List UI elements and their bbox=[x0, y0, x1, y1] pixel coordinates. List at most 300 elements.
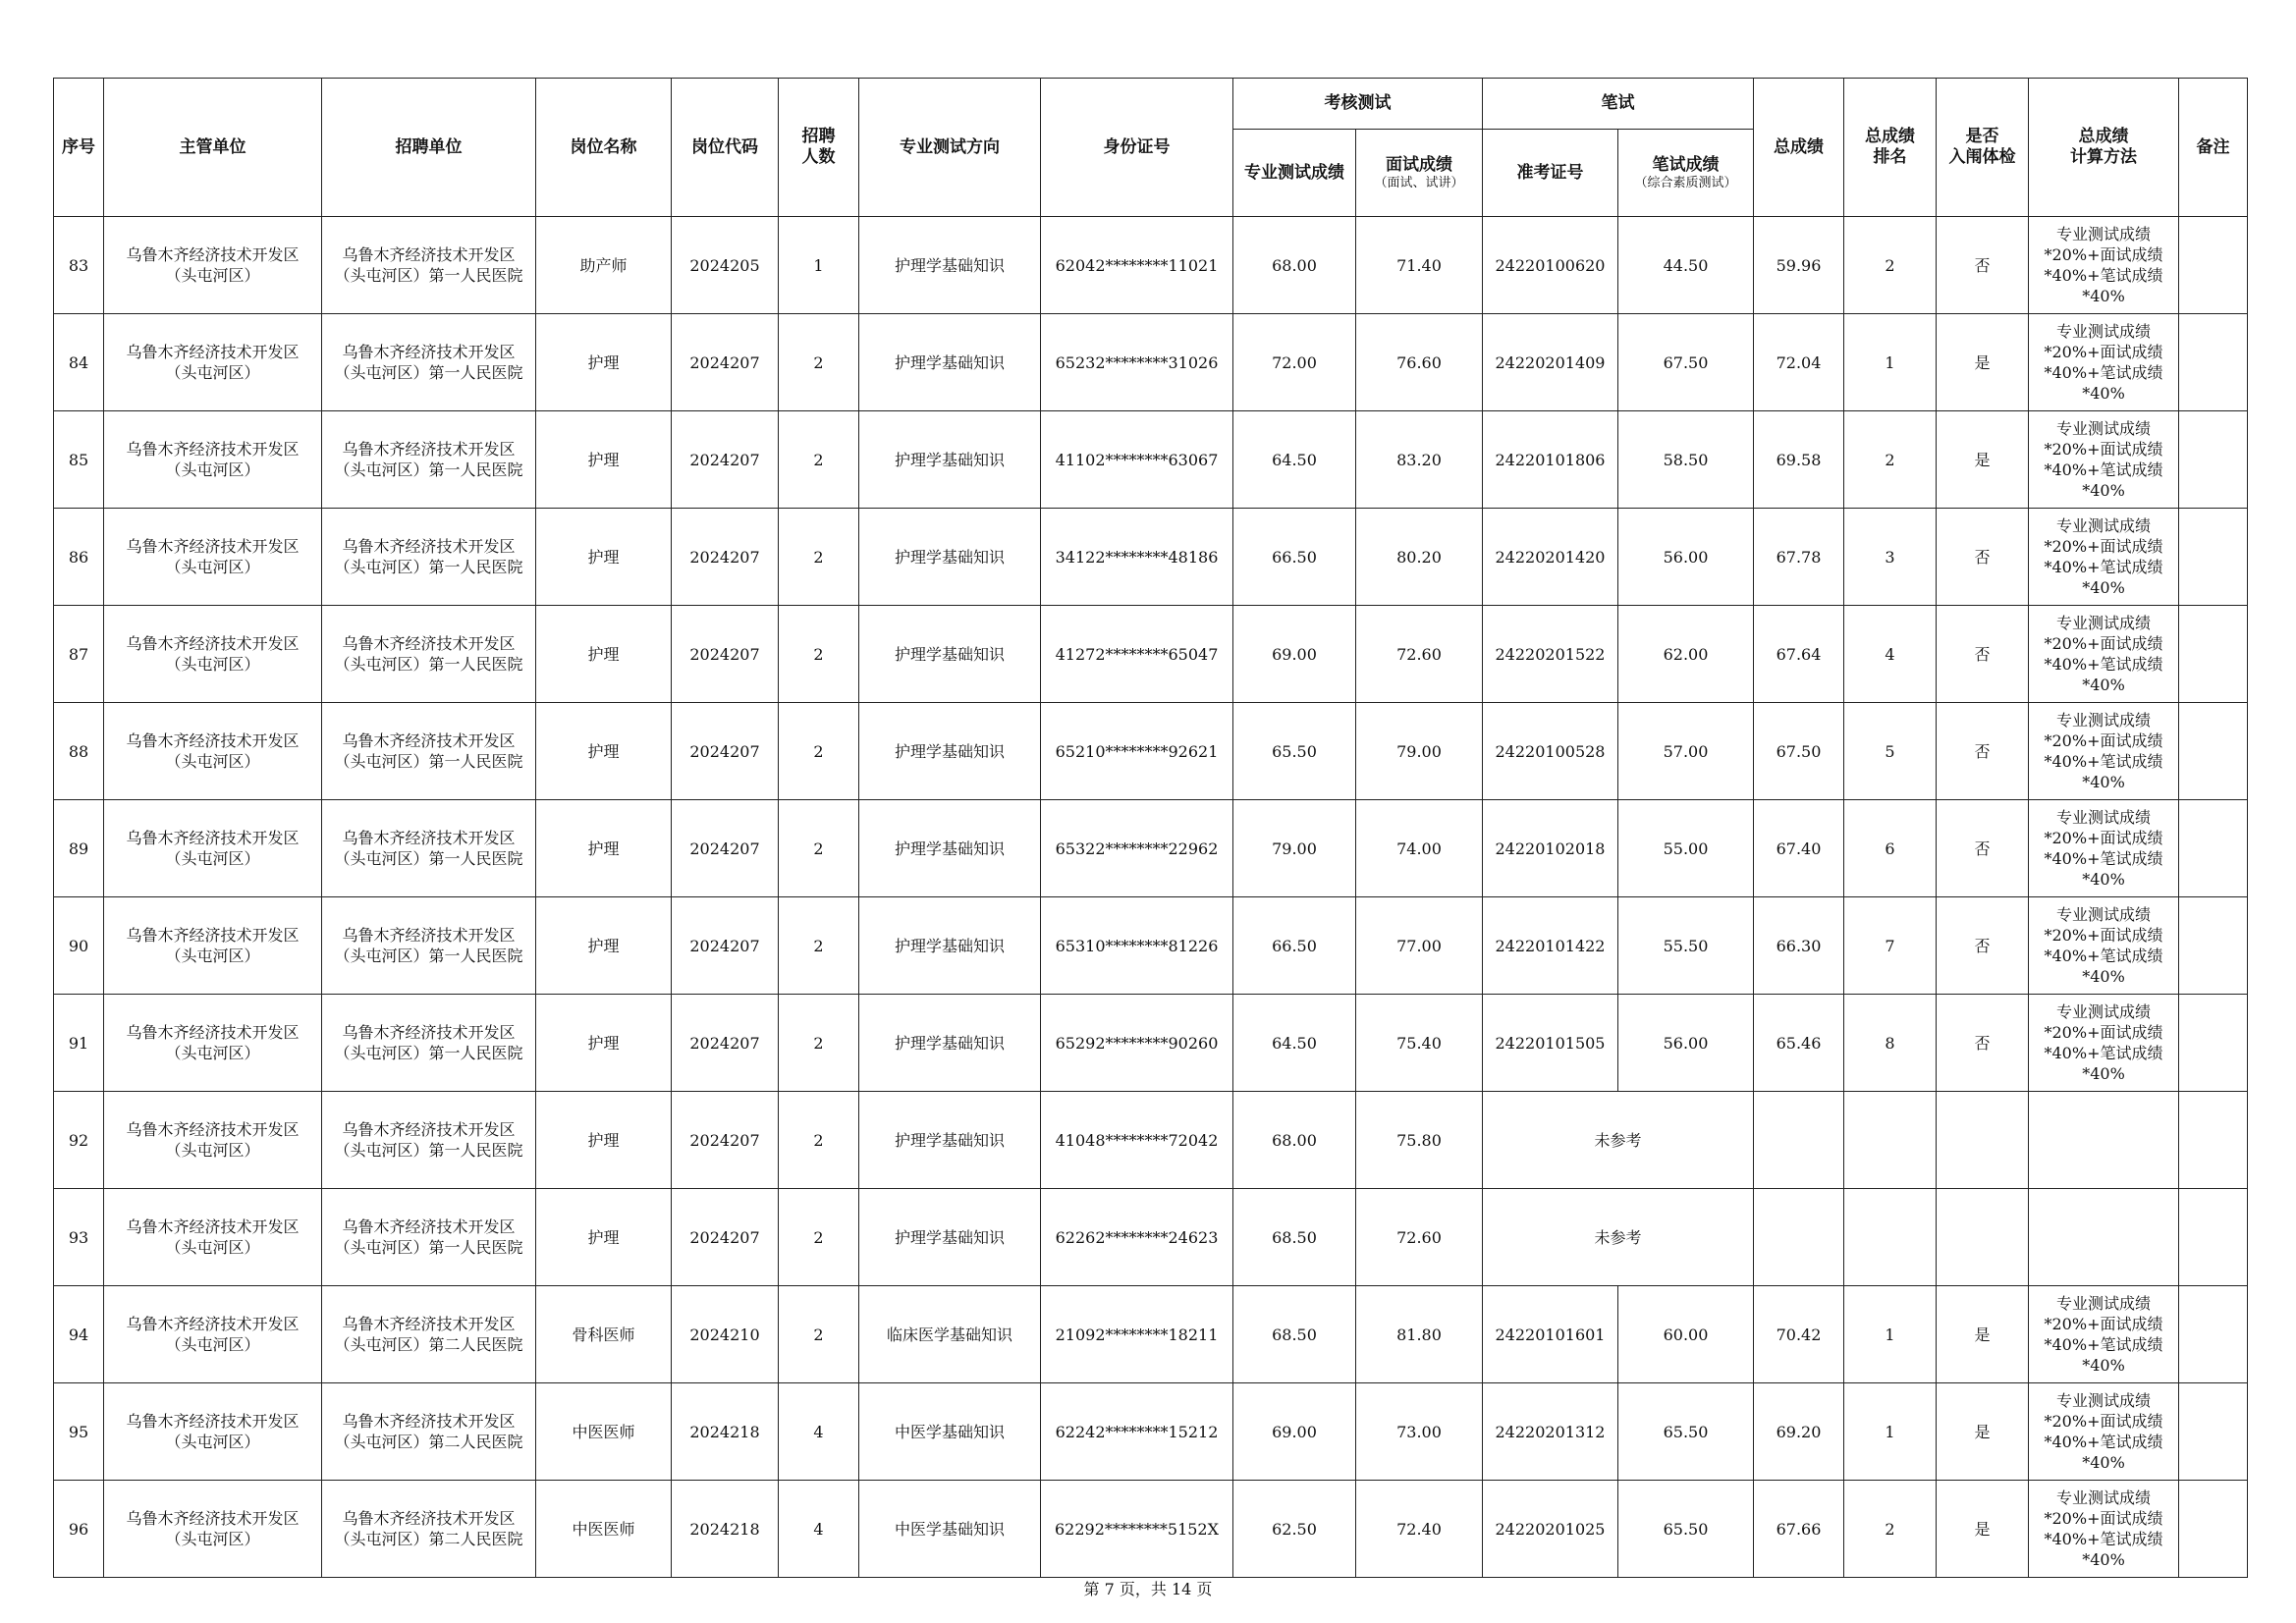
row-ticket-number: 24220201409 bbox=[1483, 314, 1618, 411]
row-employer-line1: 乌鲁木齐经济技术开发区 bbox=[342, 731, 516, 750]
row-seq: 86 bbox=[54, 509, 104, 606]
row-supervisor-line2: （头屯河区） bbox=[165, 1530, 260, 1548]
row-written-score: 60.00 bbox=[1618, 1286, 1754, 1383]
row-total-rank: 4 bbox=[1844, 606, 1937, 703]
row-pro-test-score: 69.00 bbox=[1233, 606, 1356, 703]
row-post-name: 护理 bbox=[536, 995, 672, 1092]
header-test-direction: 专业测试方向 bbox=[859, 79, 1041, 217]
row-calc-method-line3: *40%+笔试成绩 bbox=[2044, 460, 2163, 479]
row-test-direction: 护理学基础知识 bbox=[859, 1092, 1041, 1189]
row-supervisor bbox=[104, 995, 322, 1092]
row-post-name: 护理 bbox=[536, 1092, 672, 1189]
row-employer-line2: （头屯河区）第一人民医院 bbox=[334, 1238, 523, 1257]
row-pro-test-score: 68.50 bbox=[1233, 1189, 1356, 1286]
row-remarks bbox=[2179, 1092, 2248, 1189]
row-employer-line2: （头屯河区）第一人民医院 bbox=[334, 849, 523, 868]
row-total-score: 67.64 bbox=[1754, 606, 1844, 703]
row-supervisor-line1: 乌鲁木齐经济技术开发区 bbox=[126, 440, 300, 459]
header-hire-count bbox=[779, 79, 859, 217]
row-calc-method-line3: *40%+笔试成绩 bbox=[2044, 849, 2163, 868]
table-row bbox=[54, 1189, 2248, 1286]
row-ticket-number: 24220100528 bbox=[1483, 703, 1618, 800]
row-calc-method-line2: *20%+面试成绩 bbox=[2044, 731, 2163, 750]
row-employer-line2: （头屯河区）第一人民医院 bbox=[334, 1141, 523, 1160]
row-supervisor bbox=[104, 1092, 322, 1189]
row-total-rank: 1 bbox=[1844, 314, 1937, 411]
row-post-name: 护理 bbox=[536, 703, 672, 800]
header-calc-method bbox=[2029, 79, 2179, 217]
row-physical-exam: 是 bbox=[1937, 1383, 2029, 1481]
header-id-number: 身份证号 bbox=[1041, 79, 1233, 217]
row-employer bbox=[322, 703, 536, 800]
row-calc-method-line2: *20%+面试成绩 bbox=[2044, 537, 2163, 556]
header-calc-method-line2: 计算方法 bbox=[2070, 147, 2137, 167]
row-post-code: 2024207 bbox=[672, 314, 779, 411]
row-post-code: 2024205 bbox=[672, 217, 779, 314]
row-supervisor-line2: （头屯河区） bbox=[165, 1335, 260, 1354]
row-supervisor-line2: （头屯河区） bbox=[165, 849, 260, 868]
table-row bbox=[54, 1481, 2248, 1578]
row-supervisor-line2: （头屯河区） bbox=[165, 558, 260, 576]
row-physical-exam: 是 bbox=[1937, 314, 2029, 411]
row-employer-line1: 乌鲁木齐经济技术开发区 bbox=[342, 1120, 516, 1139]
table-row bbox=[54, 606, 2248, 703]
row-ticket-number: 24220201522 bbox=[1483, 606, 1618, 703]
table-header bbox=[54, 79, 2248, 217]
row-written-score: 56.00 bbox=[1618, 509, 1754, 606]
row-written-score: 62.00 bbox=[1618, 606, 1754, 703]
row-hire-count: 4 bbox=[779, 1481, 859, 1578]
row-post-name: 骨科医师 bbox=[536, 1286, 672, 1383]
row-supervisor bbox=[104, 1383, 322, 1481]
row-written-score: 44.50 bbox=[1618, 217, 1754, 314]
row-employer-line2: （头屯河区）第一人民医院 bbox=[334, 1044, 523, 1062]
table-body bbox=[54, 217, 2248, 1578]
row-calc-method-line1: 专业测试成绩 bbox=[2055, 614, 2151, 632]
row-remarks bbox=[2179, 1383, 2248, 1481]
row-physical-exam: 否 bbox=[1937, 703, 2029, 800]
row-employer bbox=[322, 800, 536, 897]
row-post-name: 护理 bbox=[536, 509, 672, 606]
header-written-score-label: 笔试成绩 bbox=[1652, 154, 1720, 175]
row-supervisor-line1: 乌鲁木齐经济技术开发区 bbox=[126, 343, 300, 361]
row-post-code: 2024207 bbox=[672, 1092, 779, 1189]
row-employer bbox=[322, 1481, 536, 1578]
row-calc-method-line1: 专业测试成绩 bbox=[2055, 322, 2151, 341]
row-supervisor bbox=[104, 800, 322, 897]
row-remarks bbox=[2179, 800, 2248, 897]
row-supervisor-line2: （头屯河区） bbox=[165, 363, 260, 382]
row-pro-test-score: 64.50 bbox=[1233, 995, 1356, 1092]
table-row bbox=[54, 995, 2248, 1092]
row-hire-count: 1 bbox=[779, 217, 859, 314]
row-physical-exam: 否 bbox=[1937, 509, 2029, 606]
row-hire-count: 2 bbox=[779, 314, 859, 411]
row-interview-score: 73.00 bbox=[1356, 1383, 1483, 1481]
row-written-score: 56.00 bbox=[1618, 995, 1754, 1092]
row-supervisor-line2: （头屯河区） bbox=[165, 752, 260, 771]
row-post-code: 2024207 bbox=[672, 703, 779, 800]
row-employer-line1: 乌鲁木齐经济技术开发区 bbox=[342, 343, 516, 361]
row-interview-score: 77.00 bbox=[1356, 897, 1483, 995]
row-seq: 85 bbox=[54, 411, 104, 509]
row-remarks bbox=[2179, 217, 2248, 314]
table-row bbox=[54, 509, 2248, 606]
header-physical-exam-line2: 入闱体检 bbox=[1948, 147, 2016, 167]
row-physical-exam: 否 bbox=[1937, 995, 2029, 1092]
row-post-name: 中医医师 bbox=[536, 1481, 672, 1578]
row-employer-line1: 乌鲁木齐经济技术开发区 bbox=[342, 245, 516, 264]
row-id-number: 65232********31026 bbox=[1041, 314, 1233, 411]
table-row bbox=[54, 897, 2248, 995]
row-hire-count: 2 bbox=[779, 1189, 859, 1286]
row-interview-score: 81.80 bbox=[1356, 1286, 1483, 1383]
header-assessment-group: 考核测试 bbox=[1233, 79, 1483, 130]
row-test-direction: 护理学基础知识 bbox=[859, 995, 1041, 1092]
row-hire-count: 4 bbox=[779, 1383, 859, 1481]
row-calc-method-line3: *40%+笔试成绩 bbox=[2044, 947, 2163, 965]
row-interview-score: 83.20 bbox=[1356, 411, 1483, 509]
row-calc-method bbox=[2029, 606, 2179, 703]
row-interview-score: 74.00 bbox=[1356, 800, 1483, 897]
row-employer-line2: （头屯河区）第一人民医院 bbox=[334, 558, 523, 576]
row-supervisor-line1: 乌鲁木齐经济技术开发区 bbox=[126, 1315, 300, 1333]
row-post-code: 2024210 bbox=[672, 1286, 779, 1383]
row-calc-method-line2: *20%+面试成绩 bbox=[2044, 829, 2163, 847]
header-hire-count-line1: 招聘 bbox=[801, 127, 836, 146]
row-supervisor-line2: （头屯河区） bbox=[165, 1044, 260, 1062]
row-interview-score: 72.60 bbox=[1356, 1189, 1483, 1286]
row-interview-score: 80.20 bbox=[1356, 509, 1483, 606]
row-employer bbox=[322, 314, 536, 411]
header-total-rank bbox=[1844, 79, 1937, 217]
row-calc-method-line3: *40%+笔试成绩 bbox=[2044, 1335, 2163, 1354]
table-row bbox=[54, 411, 2248, 509]
row-post-code: 2024218 bbox=[672, 1481, 779, 1578]
row-written-score: 55.50 bbox=[1618, 897, 1754, 995]
row-employer-line2: （头屯河区）第一人民医院 bbox=[334, 947, 523, 965]
row-calc-method-line1: 专业测试成绩 bbox=[2055, 905, 2151, 924]
row-employer bbox=[322, 411, 536, 509]
row-hire-count: 2 bbox=[779, 1092, 859, 1189]
row-total-rank: 2 bbox=[1844, 1481, 1937, 1578]
row-supervisor-line1: 乌鲁木齐经济技术开发区 bbox=[126, 1023, 300, 1042]
row-pro-test-score: 69.00 bbox=[1233, 1383, 1356, 1481]
row-remarks bbox=[2179, 1481, 2248, 1578]
row-employer bbox=[322, 995, 536, 1092]
row-ticket-number: 24220101806 bbox=[1483, 411, 1618, 509]
row-employer bbox=[322, 509, 536, 606]
row-total-score: 69.20 bbox=[1754, 1383, 1844, 1481]
table-row bbox=[54, 1286, 2248, 1383]
row-calc-method bbox=[2029, 1286, 2179, 1383]
row-seq: 88 bbox=[54, 703, 104, 800]
row-total-rank: 2 bbox=[1844, 217, 1937, 314]
row-calc-method-line4: *40% bbox=[2082, 676, 2125, 694]
row-calc-method-line1: 专业测试成绩 bbox=[2055, 419, 2151, 438]
row-supervisor-line2: （头屯河区） bbox=[165, 655, 260, 674]
row-hire-count: 2 bbox=[779, 703, 859, 800]
row-employer-line2: （头屯河区）第一人民医院 bbox=[334, 266, 523, 285]
header-hire-count-line2: 人数 bbox=[801, 147, 836, 167]
header-written-note: （综合素质测试） bbox=[1634, 175, 1737, 190]
header-seq: 序号 bbox=[54, 79, 104, 217]
header-interview-score-label: 面试成绩 bbox=[1386, 154, 1452, 175]
row-interview-score: 71.40 bbox=[1356, 217, 1483, 314]
row-employer-line1: 乌鲁木齐经济技术开发区 bbox=[342, 829, 516, 847]
row-calc-method-line4: *40% bbox=[2082, 481, 2125, 500]
row-calc-method-line4: *40% bbox=[2082, 1550, 2125, 1569]
row-supervisor-line1: 乌鲁木齐经济技术开发区 bbox=[126, 731, 300, 750]
row-employer-line1: 乌鲁木齐经济技术开发区 bbox=[342, 1217, 516, 1236]
row-post-name: 护理 bbox=[536, 897, 672, 995]
row-remarks bbox=[2179, 995, 2248, 1092]
header-pro-test-score: 专业测试成绩 bbox=[1233, 130, 1356, 217]
row-id-number: 62262********24623 bbox=[1041, 1189, 1233, 1286]
row-total-score: 69.58 bbox=[1754, 411, 1844, 509]
row-test-direction: 护理学基础知识 bbox=[859, 703, 1041, 800]
row-id-number: 41272********65047 bbox=[1041, 606, 1233, 703]
row-ticket-number: 24220101601 bbox=[1483, 1286, 1618, 1383]
row-total-rank: 7 bbox=[1844, 897, 1937, 995]
header-ticket-number: 准考证号 bbox=[1483, 130, 1618, 217]
row-pro-test-score: 79.00 bbox=[1233, 800, 1356, 897]
row-employer-line2: （头屯河区）第二人民医院 bbox=[334, 1530, 523, 1548]
row-test-direction: 护理学基础知识 bbox=[859, 411, 1041, 509]
row-hire-count: 2 bbox=[779, 1286, 859, 1383]
row-supervisor-line1: 乌鲁木齐经济技术开发区 bbox=[126, 926, 300, 945]
row-pro-test-score: 72.00 bbox=[1233, 314, 1356, 411]
row-calc-method-line1: 专业测试成绩 bbox=[2055, 1391, 2151, 1410]
row-employer bbox=[322, 606, 536, 703]
header-written-group: 笔试 bbox=[1483, 79, 1754, 130]
row-ticket-number: 24220101422 bbox=[1483, 897, 1618, 995]
row-employer-line2: （头屯河区）第一人民医院 bbox=[334, 363, 523, 382]
row-calc-method-line2: *20%+面试成绩 bbox=[2044, 440, 2163, 459]
results-table bbox=[53, 78, 2248, 1578]
row-hire-count: 2 bbox=[779, 800, 859, 897]
row-employer bbox=[322, 1092, 536, 1189]
row-calc-method bbox=[2029, 217, 2179, 314]
row-post-name: 护理 bbox=[536, 411, 672, 509]
row-calc-method-line2: *20%+面试成绩 bbox=[2044, 1023, 2163, 1042]
row-total-rank: 3 bbox=[1844, 509, 1937, 606]
row-supervisor-line2: （头屯河区） bbox=[165, 947, 260, 965]
row-calc-method-line3: *40%+笔试成绩 bbox=[2044, 363, 2163, 382]
row-post-name: 护理 bbox=[536, 606, 672, 703]
row-employer-line2: （头屯河区）第一人民医院 bbox=[334, 460, 523, 479]
row-post-name: 护理 bbox=[536, 800, 672, 897]
row-pro-test-score: 68.00 bbox=[1233, 217, 1356, 314]
row-calc-method bbox=[2029, 411, 2179, 509]
row-ticket-number: 24220102018 bbox=[1483, 800, 1618, 897]
row-calc-method bbox=[2029, 314, 2179, 411]
row-seq: 94 bbox=[54, 1286, 104, 1383]
row-total-score: 59.96 bbox=[1754, 217, 1844, 314]
table-row bbox=[54, 217, 2248, 314]
row-calc-method-line2: *20%+面试成绩 bbox=[2044, 245, 2163, 264]
header-post-code: 岗位代码 bbox=[672, 79, 779, 217]
row-test-direction: 护理学基础知识 bbox=[859, 606, 1041, 703]
row-supervisor bbox=[104, 314, 322, 411]
row-post-code: 2024207 bbox=[672, 1189, 779, 1286]
row-calc-method-line1: 专业测试成绩 bbox=[2055, 711, 2151, 730]
row-employer-line1: 乌鲁木齐经济技术开发区 bbox=[342, 634, 516, 653]
row-remarks bbox=[2179, 1286, 2248, 1383]
row-total-rank: 1 bbox=[1844, 1383, 1937, 1481]
row-hire-count: 2 bbox=[779, 411, 859, 509]
row-hire-count: 2 bbox=[779, 995, 859, 1092]
row-seq: 83 bbox=[54, 217, 104, 314]
row-post-name: 中医医师 bbox=[536, 1383, 672, 1481]
row-total-score: 67.66 bbox=[1754, 1481, 1844, 1578]
row-test-direction: 护理学基础知识 bbox=[859, 800, 1041, 897]
row-post-code: 2024207 bbox=[672, 995, 779, 1092]
row-supervisor bbox=[104, 1189, 322, 1286]
row-written-score: 67.50 bbox=[1618, 314, 1754, 411]
row-test-direction: 护理学基础知识 bbox=[859, 217, 1041, 314]
row-remarks bbox=[2179, 314, 2248, 411]
row-employer bbox=[322, 217, 536, 314]
row-calc-method-line4: *40% bbox=[2082, 287, 2125, 305]
row-interview-score: 76.60 bbox=[1356, 314, 1483, 411]
row-supervisor-line1: 乌鲁木齐经济技术开发区 bbox=[126, 1412, 300, 1431]
row-physical-exam bbox=[1937, 1092, 2029, 1189]
row-ticket-number: 24220101505 bbox=[1483, 995, 1618, 1092]
row-total-score bbox=[1754, 1092, 1844, 1189]
row-written-score: 58.50 bbox=[1618, 411, 1754, 509]
row-calc-method-line3: *40%+笔试成绩 bbox=[2044, 558, 2163, 576]
row-calc-method-line4: *40% bbox=[2082, 870, 2125, 889]
row-employer-line2: （头屯河区）第二人民医院 bbox=[334, 1433, 523, 1451]
row-calc-method-line4: *40% bbox=[2082, 578, 2125, 597]
row-remarks bbox=[2179, 411, 2248, 509]
row-total-score: 72.04 bbox=[1754, 314, 1844, 411]
row-seq: 92 bbox=[54, 1092, 104, 1189]
header-post-name: 岗位名称 bbox=[536, 79, 672, 217]
row-calc-method bbox=[2029, 800, 2179, 897]
row-post-code: 2024207 bbox=[672, 800, 779, 897]
row-employer-line1: 乌鲁木齐经济技术开发区 bbox=[342, 926, 516, 945]
row-id-number: 62242********15212 bbox=[1041, 1383, 1233, 1481]
row-remarks bbox=[2179, 1189, 2248, 1286]
table-row bbox=[54, 314, 2248, 411]
row-employer-line1: 乌鲁木齐经济技术开发区 bbox=[342, 1023, 516, 1042]
row-post-name: 护理 bbox=[536, 1189, 672, 1286]
header-interview-score bbox=[1356, 130, 1483, 217]
row-seq: 89 bbox=[54, 800, 104, 897]
row-total-rank: 8 bbox=[1844, 995, 1937, 1092]
row-supervisor bbox=[104, 897, 322, 995]
row-physical-exam bbox=[1937, 1189, 2029, 1286]
row-total-score: 67.40 bbox=[1754, 800, 1844, 897]
row-test-direction: 中医学基础知识 bbox=[859, 1383, 1041, 1481]
row-ticket-number: 24220201025 bbox=[1483, 1481, 1618, 1578]
row-supervisor-line1: 乌鲁木齐经济技术开发区 bbox=[126, 634, 300, 653]
row-calc-method-line4: *40% bbox=[2082, 773, 2125, 791]
row-total-rank: 2 bbox=[1844, 411, 1937, 509]
row-supervisor bbox=[104, 1286, 322, 1383]
page-footer: 第 7 页，共 14 页 bbox=[1083, 1580, 1213, 1598]
row-id-number: 65210********92621 bbox=[1041, 703, 1233, 800]
row-test-direction: 临床医学基础知识 bbox=[859, 1286, 1041, 1383]
row-pro-test-score: 66.50 bbox=[1233, 897, 1356, 995]
row-calc-method-line2: *20%+面试成绩 bbox=[2044, 634, 2163, 653]
row-interview-score: 75.40 bbox=[1356, 995, 1483, 1092]
row-id-number: 41102********63067 bbox=[1041, 411, 1233, 509]
row-calc-method-line3: *40%+笔试成绩 bbox=[2044, 266, 2163, 285]
row-supervisor bbox=[104, 606, 322, 703]
row-calc-method bbox=[2029, 1383, 2179, 1481]
row-ticket-number: 24220201312 bbox=[1483, 1383, 1618, 1481]
row-physical-exam: 是 bbox=[1937, 411, 2029, 509]
row-written-score: 55.00 bbox=[1618, 800, 1754, 897]
row-supervisor bbox=[104, 217, 322, 314]
row-physical-exam: 否 bbox=[1937, 897, 2029, 995]
row-supervisor-line2: （头屯河区） bbox=[165, 460, 260, 479]
row-calc-method-line4: *40% bbox=[2082, 1356, 2125, 1375]
row-calc-method-line2: *20%+面试成绩 bbox=[2044, 1412, 2163, 1431]
header-total-rank-line2: 排名 bbox=[1873, 147, 1907, 167]
row-calc-method bbox=[2029, 1481, 2179, 1578]
row-ticket-number: 24220100620 bbox=[1483, 217, 1618, 314]
row-calc-method-line2: *20%+面试成绩 bbox=[2044, 926, 2163, 945]
header-employer: 招聘单位 bbox=[322, 79, 536, 217]
row-supervisor-line1: 乌鲁木齐经济技术开发区 bbox=[126, 1120, 300, 1139]
row-interview-score: 79.00 bbox=[1356, 703, 1483, 800]
row-supervisor-line1: 乌鲁木齐经济技术开发区 bbox=[126, 1217, 300, 1236]
row-seq: 84 bbox=[54, 314, 104, 411]
row-pro-test-score: 64.50 bbox=[1233, 411, 1356, 509]
row-supervisor-line1: 乌鲁木齐经济技术开发区 bbox=[126, 1509, 300, 1528]
row-supervisor-line1: 乌鲁木齐经济技术开发区 bbox=[126, 245, 300, 264]
row-written-score: 65.50 bbox=[1618, 1481, 1754, 1578]
row-employer bbox=[322, 1383, 536, 1481]
row-remarks bbox=[2179, 897, 2248, 995]
row-pro-test-score: 68.50 bbox=[1233, 1286, 1356, 1383]
row-post-code: 2024207 bbox=[672, 897, 779, 995]
row-seq: 87 bbox=[54, 606, 104, 703]
row-seq: 93 bbox=[54, 1189, 104, 1286]
row-test-direction: 护理学基础知识 bbox=[859, 897, 1041, 995]
row-employer-line2: （头屯河区）第一人民医院 bbox=[334, 752, 523, 771]
row-seq: 90 bbox=[54, 897, 104, 995]
row-employer-line1: 乌鲁木齐经济技术开发区 bbox=[342, 1509, 516, 1528]
row-employer-line2: （头屯河区）第二人民医院 bbox=[334, 1335, 523, 1354]
row-id-number: 34122********48186 bbox=[1041, 509, 1233, 606]
row-supervisor-line2: （头屯河区） bbox=[165, 266, 260, 285]
row-written-score: 57.00 bbox=[1618, 703, 1754, 800]
header-remarks: 备注 bbox=[2179, 79, 2248, 217]
row-written-score: 65.50 bbox=[1618, 1383, 1754, 1481]
row-total-score: 67.78 bbox=[1754, 509, 1844, 606]
row-pro-test-score: 62.50 bbox=[1233, 1481, 1356, 1578]
table-row bbox=[54, 1092, 2248, 1189]
row-calc-method-line4: *40% bbox=[2082, 1064, 2125, 1083]
row-calc-method-line1: 专业测试成绩 bbox=[2055, 808, 2151, 827]
row-supervisor bbox=[104, 411, 322, 509]
row-calc-method-line3: *40%+笔试成绩 bbox=[2044, 1530, 2163, 1548]
row-remarks bbox=[2179, 606, 2248, 703]
row-total-rank bbox=[1844, 1092, 1937, 1189]
row-id-number: 65310********81226 bbox=[1041, 897, 1233, 995]
row-total-score: 65.46 bbox=[1754, 995, 1844, 1092]
header-calc-method-line1: 总成绩 bbox=[2078, 127, 2129, 146]
row-total-rank: 1 bbox=[1844, 1286, 1937, 1383]
row-supervisor bbox=[104, 1481, 322, 1578]
row-physical-exam: 否 bbox=[1937, 606, 2029, 703]
row-supervisor-line2: （头屯河区） bbox=[165, 1433, 260, 1451]
